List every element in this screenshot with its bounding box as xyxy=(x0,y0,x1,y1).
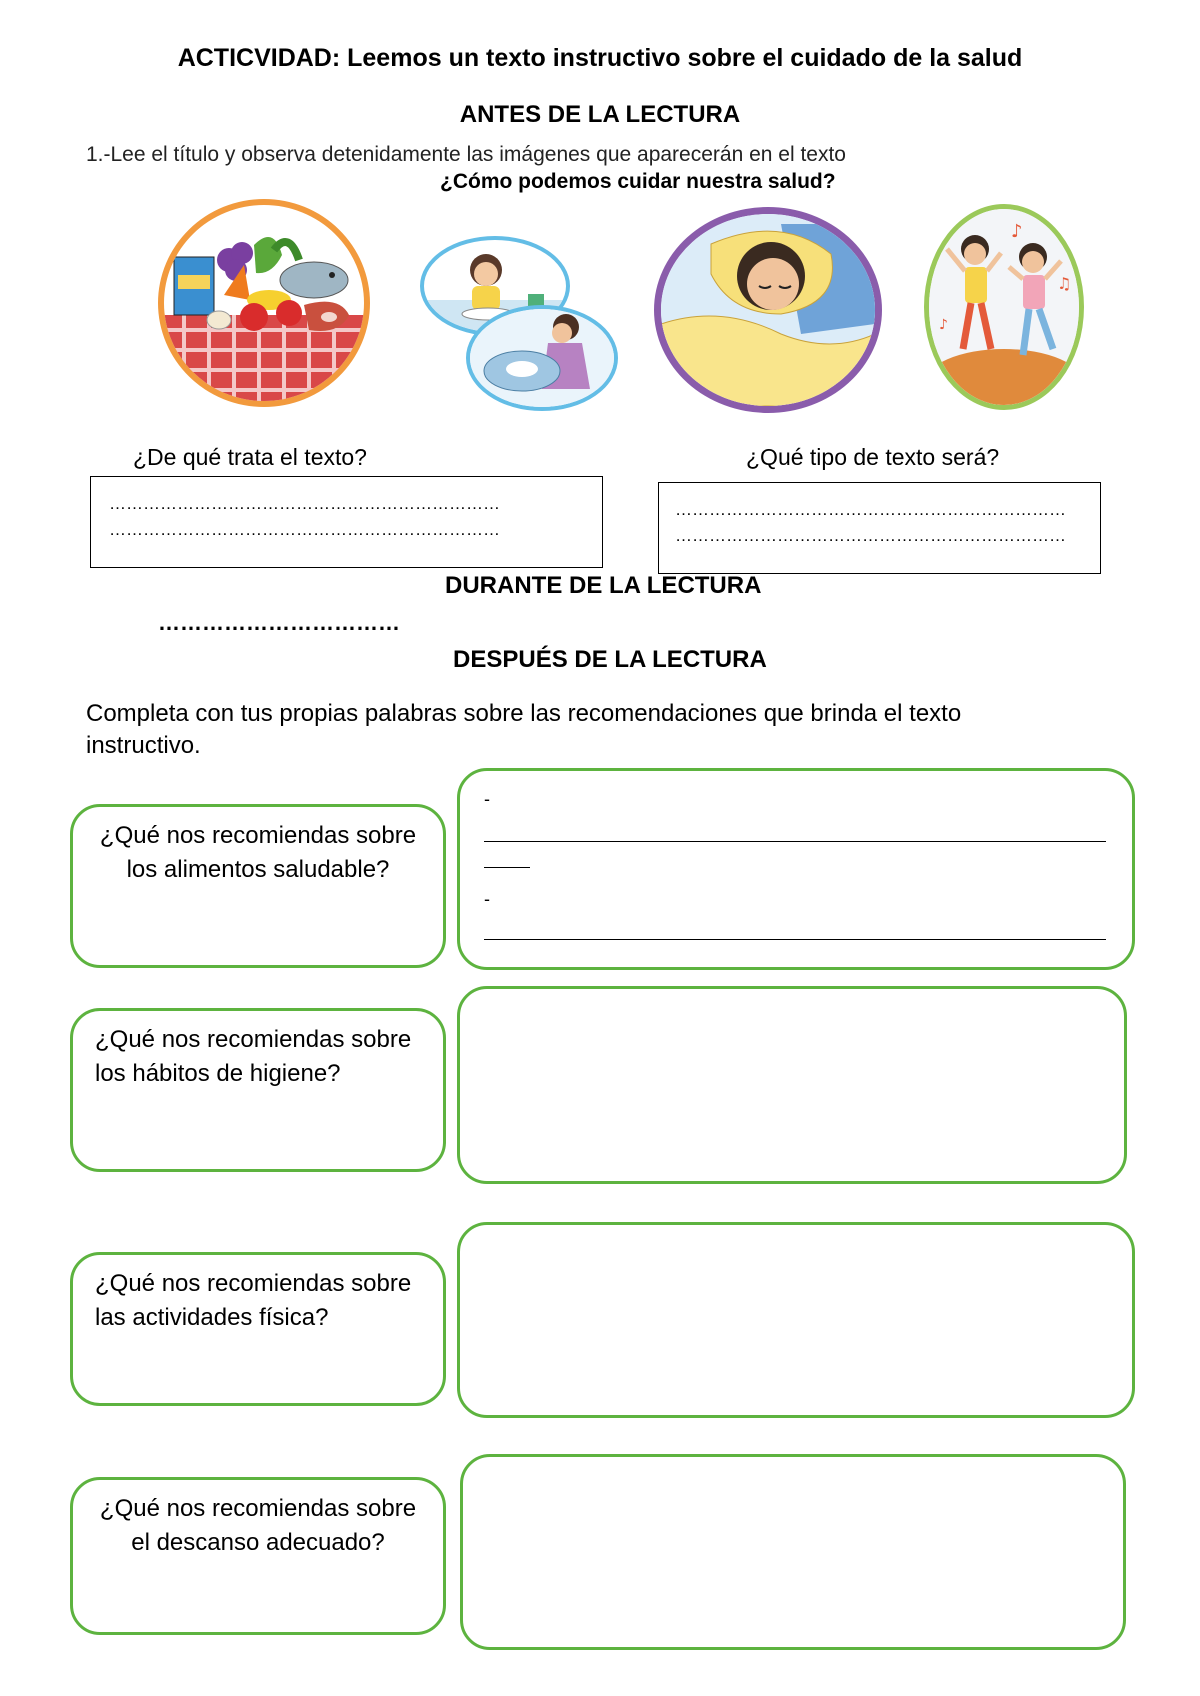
question-text: ¿Qué nos recomiendas sobre el descanso adecuado? xyxy=(99,1495,417,1556)
hand-washing-illustration xyxy=(466,305,618,411)
dotted-line: …………………………………………………………… xyxy=(109,520,500,539)
answer-box-higiene[interactable] xyxy=(457,986,1127,1184)
answer-box-descanso[interactable] xyxy=(460,1454,1126,1650)
despues-instruction: Completa con tus propias palabras sobre las recomendaciones que brinda el texto instructivo. xyxy=(86,700,962,759)
antes-instruction: 1.-Lee el título y observa detenidamente las imágenes que aparecerán en el texto xyxy=(86,143,846,166)
question-box-alimentos xyxy=(70,804,446,968)
answer-box-alimentos[interactable] xyxy=(457,768,1135,970)
durante-heading: DURANTE DE LA LECTURA xyxy=(445,572,762,599)
answer-box-de-que-trata[interactable] xyxy=(90,476,603,568)
svg-text:♪: ♪ xyxy=(1011,221,1023,242)
dotted-line: …………………………………………………………… xyxy=(675,500,1066,519)
question-box-actividades xyxy=(70,1252,446,1406)
health-question: ¿Cómo podemos cuidar nuestra salud? xyxy=(440,170,836,193)
dash-mark: - xyxy=(484,789,490,809)
sleeping-child-illustration xyxy=(654,207,882,413)
durante-dots: …………………………… xyxy=(158,610,400,635)
dash-mark: - xyxy=(484,889,490,909)
page-title: ACTICVIDAD: Leemos un texto instructivo sobre el cuidado de la salud xyxy=(177,44,1023,72)
question-text: ¿Qué nos recomiendas sobre los alimentos saludable? xyxy=(99,822,417,883)
answer-line xyxy=(484,841,1106,842)
dancing-children-illustration xyxy=(924,204,1084,410)
question-box-descanso xyxy=(70,1477,446,1635)
answer-line-short xyxy=(484,867,530,868)
answer-box-actividades[interactable] xyxy=(457,1222,1135,1418)
answer-box-tipo-texto[interactable] xyxy=(658,482,1101,574)
question-box-higiene xyxy=(70,1008,446,1172)
antes-heading: ANTES DE LA LECTURA xyxy=(459,101,741,128)
food-illustration xyxy=(158,199,370,407)
svg-text:♫: ♫ xyxy=(1057,274,1072,293)
question-text: ¿Qué nos recomiendas sobre los hábitos de higiene? xyxy=(95,1026,412,1087)
question-text: ¿Qué nos recomiendas sobre las actividades física? xyxy=(95,1270,412,1331)
question-de-que-trata: ¿De qué trata el texto? xyxy=(133,444,367,470)
despues-heading: DESPUÉS DE LA LECTURA xyxy=(453,646,767,673)
question-tipo-texto: ¿Qué tipo de texto será? xyxy=(746,444,1000,470)
dotted-line: …………………………………………………………… xyxy=(109,494,500,513)
svg-text:♪: ♪ xyxy=(939,317,948,333)
answer-line xyxy=(484,939,1106,940)
dotted-line: …………………………………………………………… xyxy=(675,526,1066,545)
